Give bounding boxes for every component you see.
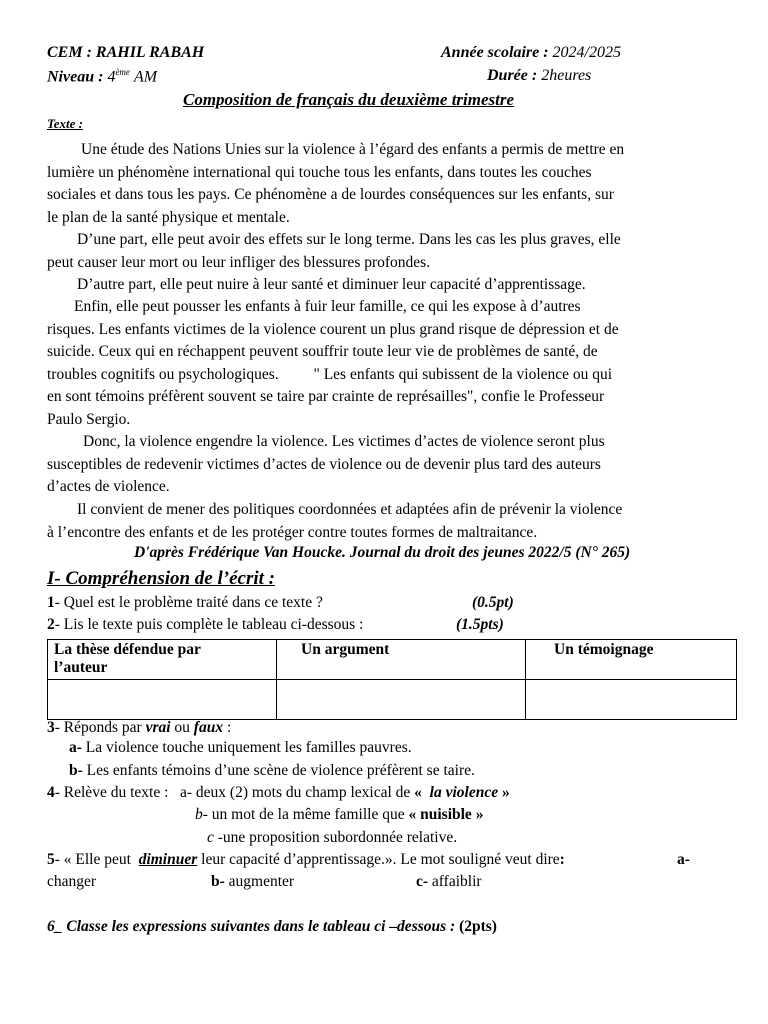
question-5	[47, 851, 565, 869]
school-year-value: 2024/2025	[552, 44, 621, 61]
item-text: affaiblir	[428, 873, 482, 890]
question-4c	[207, 829, 457, 847]
item-text: -une proposition subordonnée relative.	[213, 829, 458, 846]
school-name: CEM : RAHIL RABAH	[47, 44, 205, 61]
option-a-label: a-	[677, 851, 690, 868]
underlined-word: diminuer	[138, 851, 198, 868]
duration-value: 2heures	[541, 67, 592, 84]
question-1-points: (0.5pt)	[472, 594, 514, 611]
text-line: suicide. Ceux qui en réchappent peuvent souffrir toute leur vie de problèmes de santé, de	[47, 343, 598, 361]
family-term: « nuisible »	[408, 806, 484, 823]
text-line: D’une part, elle peut avoir des effets sur le long terme. Dans les cas les plus graves, elle	[77, 231, 621, 248]
level-rest: AM	[133, 68, 158, 86]
text-line: Une étude des Nations Unies sur la violence à l’égard des enfants a permis de mettre en	[81, 141, 625, 158]
colon: :	[559, 851, 565, 868]
item-label: c	[207, 829, 214, 846]
quote-close: »	[498, 784, 510, 801]
school-year	[441, 44, 621, 62]
text-line: troubles cognitifs ou psychologiques. " Les enfants qui subissent de la violence ou qui	[47, 365, 613, 383]
question-4	[47, 784, 510, 802]
table-cell-thesis[interactable]	[48, 680, 277, 720]
text-line: Enfin, elle peut pousser les enfants à fuir leur famille, ce qui les expose à d’autres	[74, 298, 581, 315]
question-text: - Quel est le problème traité dans ce texte ?	[54, 594, 323, 611]
level	[47, 67, 157, 86]
text-line: sociales et dans tous les pays. Ce phénomène a de lourdes conséquences sur les enfants, sur	[47, 186, 614, 204]
text-line: Il convient de mener des politiques coordonnées et adaptées afin de prévenir la violence	[77, 501, 623, 518]
level-sup: ème	[115, 67, 130, 77]
question-text: - « Elle peut	[54, 851, 139, 868]
level-number: 4	[107, 68, 116, 86]
table-row	[48, 680, 737, 720]
table-cell-argument[interactable]	[277, 680, 526, 720]
text-line: en sont témoins préfèrent souvent se taire par crainte de représailles", confie le Professeur	[47, 388, 605, 406]
text-line: à l’encontre des enfants et de les protéger contre toutes formes de maltraitance.	[47, 523, 538, 541]
question-2-points: (1.5pts)	[456, 616, 504, 633]
texte-label: Texte :	[47, 116, 83, 131]
item-label: a-	[69, 739, 82, 756]
item-text: - un mot de la même famille que	[202, 806, 409, 823]
school-year-label: Année scolaire :	[441, 44, 549, 61]
question-6-points: (2pts)	[459, 918, 497, 935]
answer-table	[47, 639, 737, 720]
text-line: D’autre part, elle peut nuire à leur santé et diminuer leur capacité d’apprentissage.	[77, 276, 586, 293]
item-label: b	[195, 806, 203, 823]
lexical-term: la violence	[429, 784, 499, 801]
text-line: d’actes de violence.	[47, 478, 170, 496]
question-number: 4	[47, 784, 55, 801]
paragraph-2	[47, 229, 727, 274]
question-number: 2	[47, 616, 55, 633]
question-number: 3	[47, 719, 55, 736]
table-cell-testimony[interactable]	[526, 680, 737, 720]
source-citation: D'après Frédérique Van Houcke. Journal du droit des jeunes 2022/5 (N° 265)	[134, 544, 631, 561]
question-2	[47, 616, 363, 634]
table-header-line: La thèse défendue par	[54, 641, 201, 658]
question-number: 5	[47, 851, 55, 868]
question-text: - Réponds par	[54, 719, 146, 736]
text-line: le plan de la santé physique et mentale.	[47, 208, 290, 226]
table-header-line: l’auteur	[54, 659, 108, 676]
item-text: La violence touche uniquement les familles pauvres.	[81, 739, 412, 756]
item-label: b-	[211, 873, 225, 890]
question-number: 1	[47, 594, 55, 611]
question-4b	[195, 806, 483, 824]
vrai-word: vrai	[145, 719, 171, 736]
question-text: - Lis le texte puis complète le tableau ci-dessous :	[54, 616, 364, 633]
colon: :	[223, 719, 232, 736]
paragraph-3	[47, 274, 727, 297]
level-label: Niveau :	[47, 68, 104, 86]
option-b	[211, 873, 294, 891]
item-label: b-	[69, 762, 83, 779]
question-1	[47, 594, 323, 612]
question-text: - Relève du texte : a- deux (2) mots du champ lexical de	[54, 784, 415, 801]
question-text: 6_ Classe les expressions suivantes dans le tableau ci –dessous :	[47, 918, 456, 935]
table-header-testimony: Un témoignage	[526, 640, 737, 680]
item-label: c-	[416, 873, 429, 890]
question-6	[47, 918, 497, 936]
duration	[487, 67, 591, 85]
question-text: leur capacité d’apprentissage.». Le mot souligné veut dire	[197, 851, 560, 868]
text-line: peut causer leur mort ou leur infliger des blessures profondes.	[47, 253, 431, 271]
paragraph-1	[47, 139, 727, 229]
item-text: Les enfants témoins d’une scène de violence préfèrent se taire.	[82, 762, 475, 779]
table-header-row	[48, 640, 737, 680]
duration-label: Durée :	[487, 67, 538, 84]
paragraph-6	[47, 499, 727, 544]
text-line: susceptibles de redevenir victimes d’actes de violence ou de devenir plus tard des auteurs	[47, 455, 601, 473]
ou-word: ou	[170, 719, 194, 736]
question-3b	[69, 762, 475, 780]
question-3a	[69, 739, 412, 757]
paragraph-5	[47, 431, 727, 499]
text-line: Paulo Sergio.	[47, 410, 131, 428]
option-a-text: changer	[47, 873, 97, 890]
option-c	[416, 873, 482, 891]
table-header-argument: Un argument	[277, 640, 526, 680]
item-text: augmenter	[224, 873, 295, 890]
text-line: lumière un phénomène international qui touche tous les enfants, dans toutes les couches	[47, 163, 592, 181]
faux-word: faux	[193, 719, 224, 736]
quote-open: «	[414, 784, 430, 801]
text-line: Donc, la violence engendre la violence. Les victimes d’actes de violence seront plus	[83, 433, 605, 450]
text-line: risques. Les enfants victimes de la violence courent un plus grand risque de dépression et de	[47, 320, 619, 338]
paragraph-4	[47, 296, 727, 432]
section-title: I- Compréhension de l’écrit :	[47, 568, 275, 589]
table-header-thesis	[48, 640, 277, 680]
question-3	[47, 719, 231, 737]
page-title: Composition de français du deuxième trimestre	[183, 90, 515, 109]
